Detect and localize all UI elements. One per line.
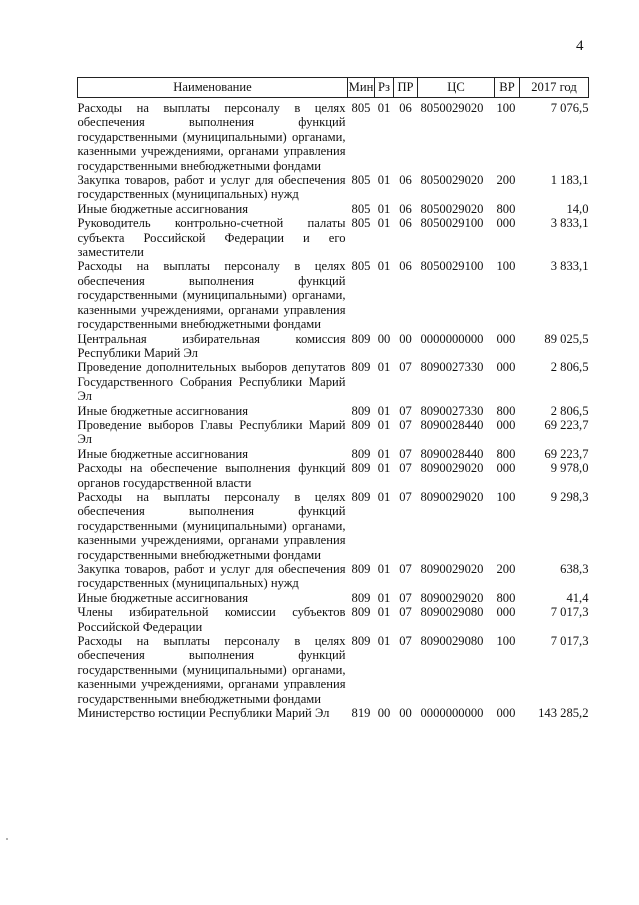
row-amount: 69 223,7: [544, 417, 589, 432]
row-name: Расходы на выплаты персоналу в целях обеспечения выполнения функций государственными (муниципальными) органами, казенными учреждениями, органами управления государственными внебюджетными фондами: [77, 259, 346, 332]
row-vr: 000: [496, 216, 516, 231]
row-vr: 000: [496, 331, 516, 346]
table-row: [78, 447, 589, 461]
row-name: Расходы на обеспечение выполнения функций органов государственной власти: [77, 461, 346, 490]
table-row: [78, 259, 589, 331]
row-cs: 8090029020: [420, 461, 484, 476]
row-min: 809: [351, 403, 371, 418]
row-min: 809: [351, 446, 371, 461]
row-rz: 01: [377, 446, 391, 461]
header-cs: ЦС: [418, 78, 495, 98]
row-pr: 06: [399, 173, 412, 188]
row-name: Члены избирательной комиссии субъектов Российской Федерации: [77, 605, 346, 634]
row-cs: 8090027330: [420, 403, 484, 418]
row-amount: 14,0: [566, 201, 589, 216]
header-row: [78, 78, 589, 98]
row-pr: 00: [399, 706, 412, 721]
row-cs: 0000000000: [420, 331, 484, 346]
row-cs: 8050029020: [420, 101, 484, 115]
row-cs: 8090029020: [420, 489, 484, 504]
row-min: 819: [351, 706, 371, 721]
row-vr: 100: [496, 259, 516, 274]
row-amount: 9 978,0: [550, 461, 589, 476]
table-row: [78, 634, 589, 706]
row-pr: 07: [399, 446, 412, 461]
row-vr: 100: [496, 489, 516, 504]
row-vr: 000: [496, 706, 516, 721]
table-row: [78, 562, 589, 591]
row-amount: 69 223,7: [544, 446, 589, 461]
row-rz: 01: [377, 201, 391, 216]
row-min: 809: [351, 461, 371, 476]
row-pr: 00: [399, 331, 412, 346]
row-min: 809: [351, 360, 371, 375]
row-pr: 07: [399, 562, 412, 576]
row-name: Проведение выборов Главы Республики Марий Эл: [77, 417, 346, 447]
row-vr: 200: [496, 173, 516, 188]
row-cs: 8050029020: [420, 201, 484, 216]
row-vr: 100: [496, 634, 516, 649]
row-min: 809: [351, 634, 371, 649]
header-min: Мин: [348, 78, 375, 98]
row-rz: 01: [377, 634, 391, 649]
row-cs: 8050029100: [420, 216, 484, 231]
row-name: Закупка товаров, работ и услуг для обеспечения государственных (муниципальных) нужд: [77, 173, 346, 202]
row-pr: 07: [399, 590, 412, 605]
row-pr: 06: [399, 216, 412, 231]
row-min: 809: [351, 562, 371, 576]
table-row: [78, 98, 589, 174]
row-amount: 638,3: [560, 562, 589, 576]
table-body: [78, 98, 589, 721]
row-vr: 800: [496, 590, 516, 605]
row-name: Иные бюджетные ассигнования: [77, 403, 249, 418]
table-row: [78, 605, 589, 634]
row-min: 809: [351, 489, 371, 504]
row-rz: 01: [377, 216, 391, 231]
row-rz: 01: [377, 173, 391, 188]
row-name: Иные бюджетные ассигнования: [77, 201, 249, 216]
row-rz: 00: [377, 331, 391, 346]
row-min: 809: [351, 331, 371, 346]
row-min: 809: [351, 417, 371, 432]
row-cs: 8050029100: [420, 259, 484, 274]
row-rz: 01: [377, 562, 391, 576]
row-rz: 01: [377, 605, 391, 620]
row-name: Расходы на выплаты персоналу в целях обеспечения выполнения функций государственными (муниципальными) органами, казенными учреждениями, органами управления государственными внебюджетными фондами: [77, 634, 346, 706]
row-cs: 0000000000: [420, 706, 484, 721]
row-amount: 2 806,5: [550, 403, 589, 418]
table-row: [78, 591, 589, 605]
row-amount: 143 285,2: [538, 706, 589, 721]
row-vr: 800: [496, 446, 516, 461]
row-cs: 8090029080: [420, 605, 484, 620]
table-row: [78, 404, 589, 418]
row-amount: 1 183,1: [550, 173, 589, 188]
budget-table: [77, 77, 589, 720]
row-pr: 07: [399, 360, 412, 375]
page-number: 4: [576, 38, 584, 54]
row-min: 805: [351, 259, 371, 274]
table-row: [78, 360, 589, 403]
row-vr: 000: [496, 461, 516, 476]
row-rz: 00: [377, 706, 391, 721]
table-row: [78, 173, 589, 202]
scan-speck: [6, 838, 8, 840]
table-row: [78, 332, 589, 361]
row-amount: 7 017,3: [550, 605, 589, 620]
row-rz: 01: [377, 489, 391, 504]
row-vr: 000: [496, 417, 516, 432]
row-cs: 8050029020: [420, 173, 484, 188]
row-name: Проведение дополнительных выборов депутатов Государственного Собрания Республики Марий Эл: [77, 360, 346, 404]
row-amount: 41,4: [566, 590, 589, 605]
row-pr: 07: [399, 605, 412, 620]
row-amount: 9 298,3: [550, 489, 589, 504]
row-cs: 8090029080: [420, 634, 484, 649]
row-vr: 000: [496, 360, 516, 375]
row-rz: 01: [377, 403, 391, 418]
table-row: [78, 418, 589, 447]
row-name: Министерство юстиции Республики Марий Эл: [77, 706, 330, 721]
row-name: Иные бюджетные ассигнования: [77, 446, 249, 461]
row-min: 805: [351, 173, 371, 188]
row-min: 805: [351, 201, 371, 216]
row-amount: 7 017,3: [550, 634, 589, 649]
table-row: [78, 706, 589, 720]
row-cs: 8090028440: [420, 446, 484, 461]
row-rz: 01: [377, 461, 391, 476]
row-min: 809: [351, 605, 371, 620]
row-name: Центральная избирательная комиссия Республики Марий Эл: [77, 331, 346, 360]
row-name: Иные бюджетные ассигнования: [77, 590, 249, 605]
header-vr: ВР: [495, 78, 520, 98]
row-min: 805: [351, 101, 371, 115]
row-min: 805: [351, 216, 371, 231]
row-pr: 07: [399, 489, 412, 504]
table-row: [78, 490, 589, 562]
row-amount: 3 833,1: [550, 259, 589, 274]
row-rz: 01: [377, 360, 391, 375]
row-pr: 06: [399, 101, 412, 115]
row-cs: 8090029020: [420, 562, 484, 576]
row-cs: 8090029020: [420, 590, 484, 605]
row-min: 809: [351, 590, 371, 605]
header-name: Наименование: [78, 78, 348, 98]
row-vr: 000: [496, 605, 516, 620]
table-row: [78, 202, 589, 216]
row-name: Руководитель контрольно-счетной палаты субъекта Российской Федерации и его заместители: [77, 216, 346, 260]
row-amount: 3 833,1: [550, 216, 589, 231]
row-amount: 2 806,5: [550, 360, 589, 375]
row-rz: 01: [377, 101, 391, 115]
row-cs: 8090027330: [420, 360, 484, 375]
row-vr: 200: [496, 562, 516, 576]
header-rz: Рз: [375, 78, 394, 98]
table-row: [78, 216, 589, 259]
row-pr: 06: [399, 259, 412, 274]
row-vr: 800: [496, 403, 516, 418]
row-pr: 07: [399, 403, 412, 418]
row-rz: 01: [377, 417, 391, 432]
row-rz: 01: [377, 590, 391, 605]
row-name: Расходы на выплаты персоналу в целях обеспечения выполнения функций государственными (муниципальными) органами, казенными учреждениями, органами управления государственными внебюджетными фондами: [77, 489, 346, 562]
row-name: Расходы на выплаты персоналу в целях обеспечения выполнения функций государственными (муниципальными) органами, казенными учреждениями, органами управления государственными внебюджетными фондами: [77, 101, 346, 173]
row-pr: 06: [399, 201, 412, 216]
table-row: [78, 461, 589, 490]
header-year: 2017 год: [520, 78, 589, 98]
row-amount: 89 025,5: [544, 331, 589, 346]
row-name: Закупка товаров, работ и услуг для обеспечения государственных (муниципальных) нужд: [77, 562, 346, 591]
row-amount: 7 076,5: [550, 101, 589, 115]
row-pr: 07: [399, 417, 412, 432]
row-pr: 07: [399, 634, 412, 649]
header-pr: ПР: [394, 78, 418, 98]
row-cs: 8090028440: [420, 417, 484, 432]
row-vr: 800: [496, 201, 516, 216]
row-pr: 07: [399, 461, 412, 476]
table-header: [78, 78, 589, 98]
row-rz: 01: [377, 259, 391, 274]
row-vr: 100: [496, 101, 516, 115]
